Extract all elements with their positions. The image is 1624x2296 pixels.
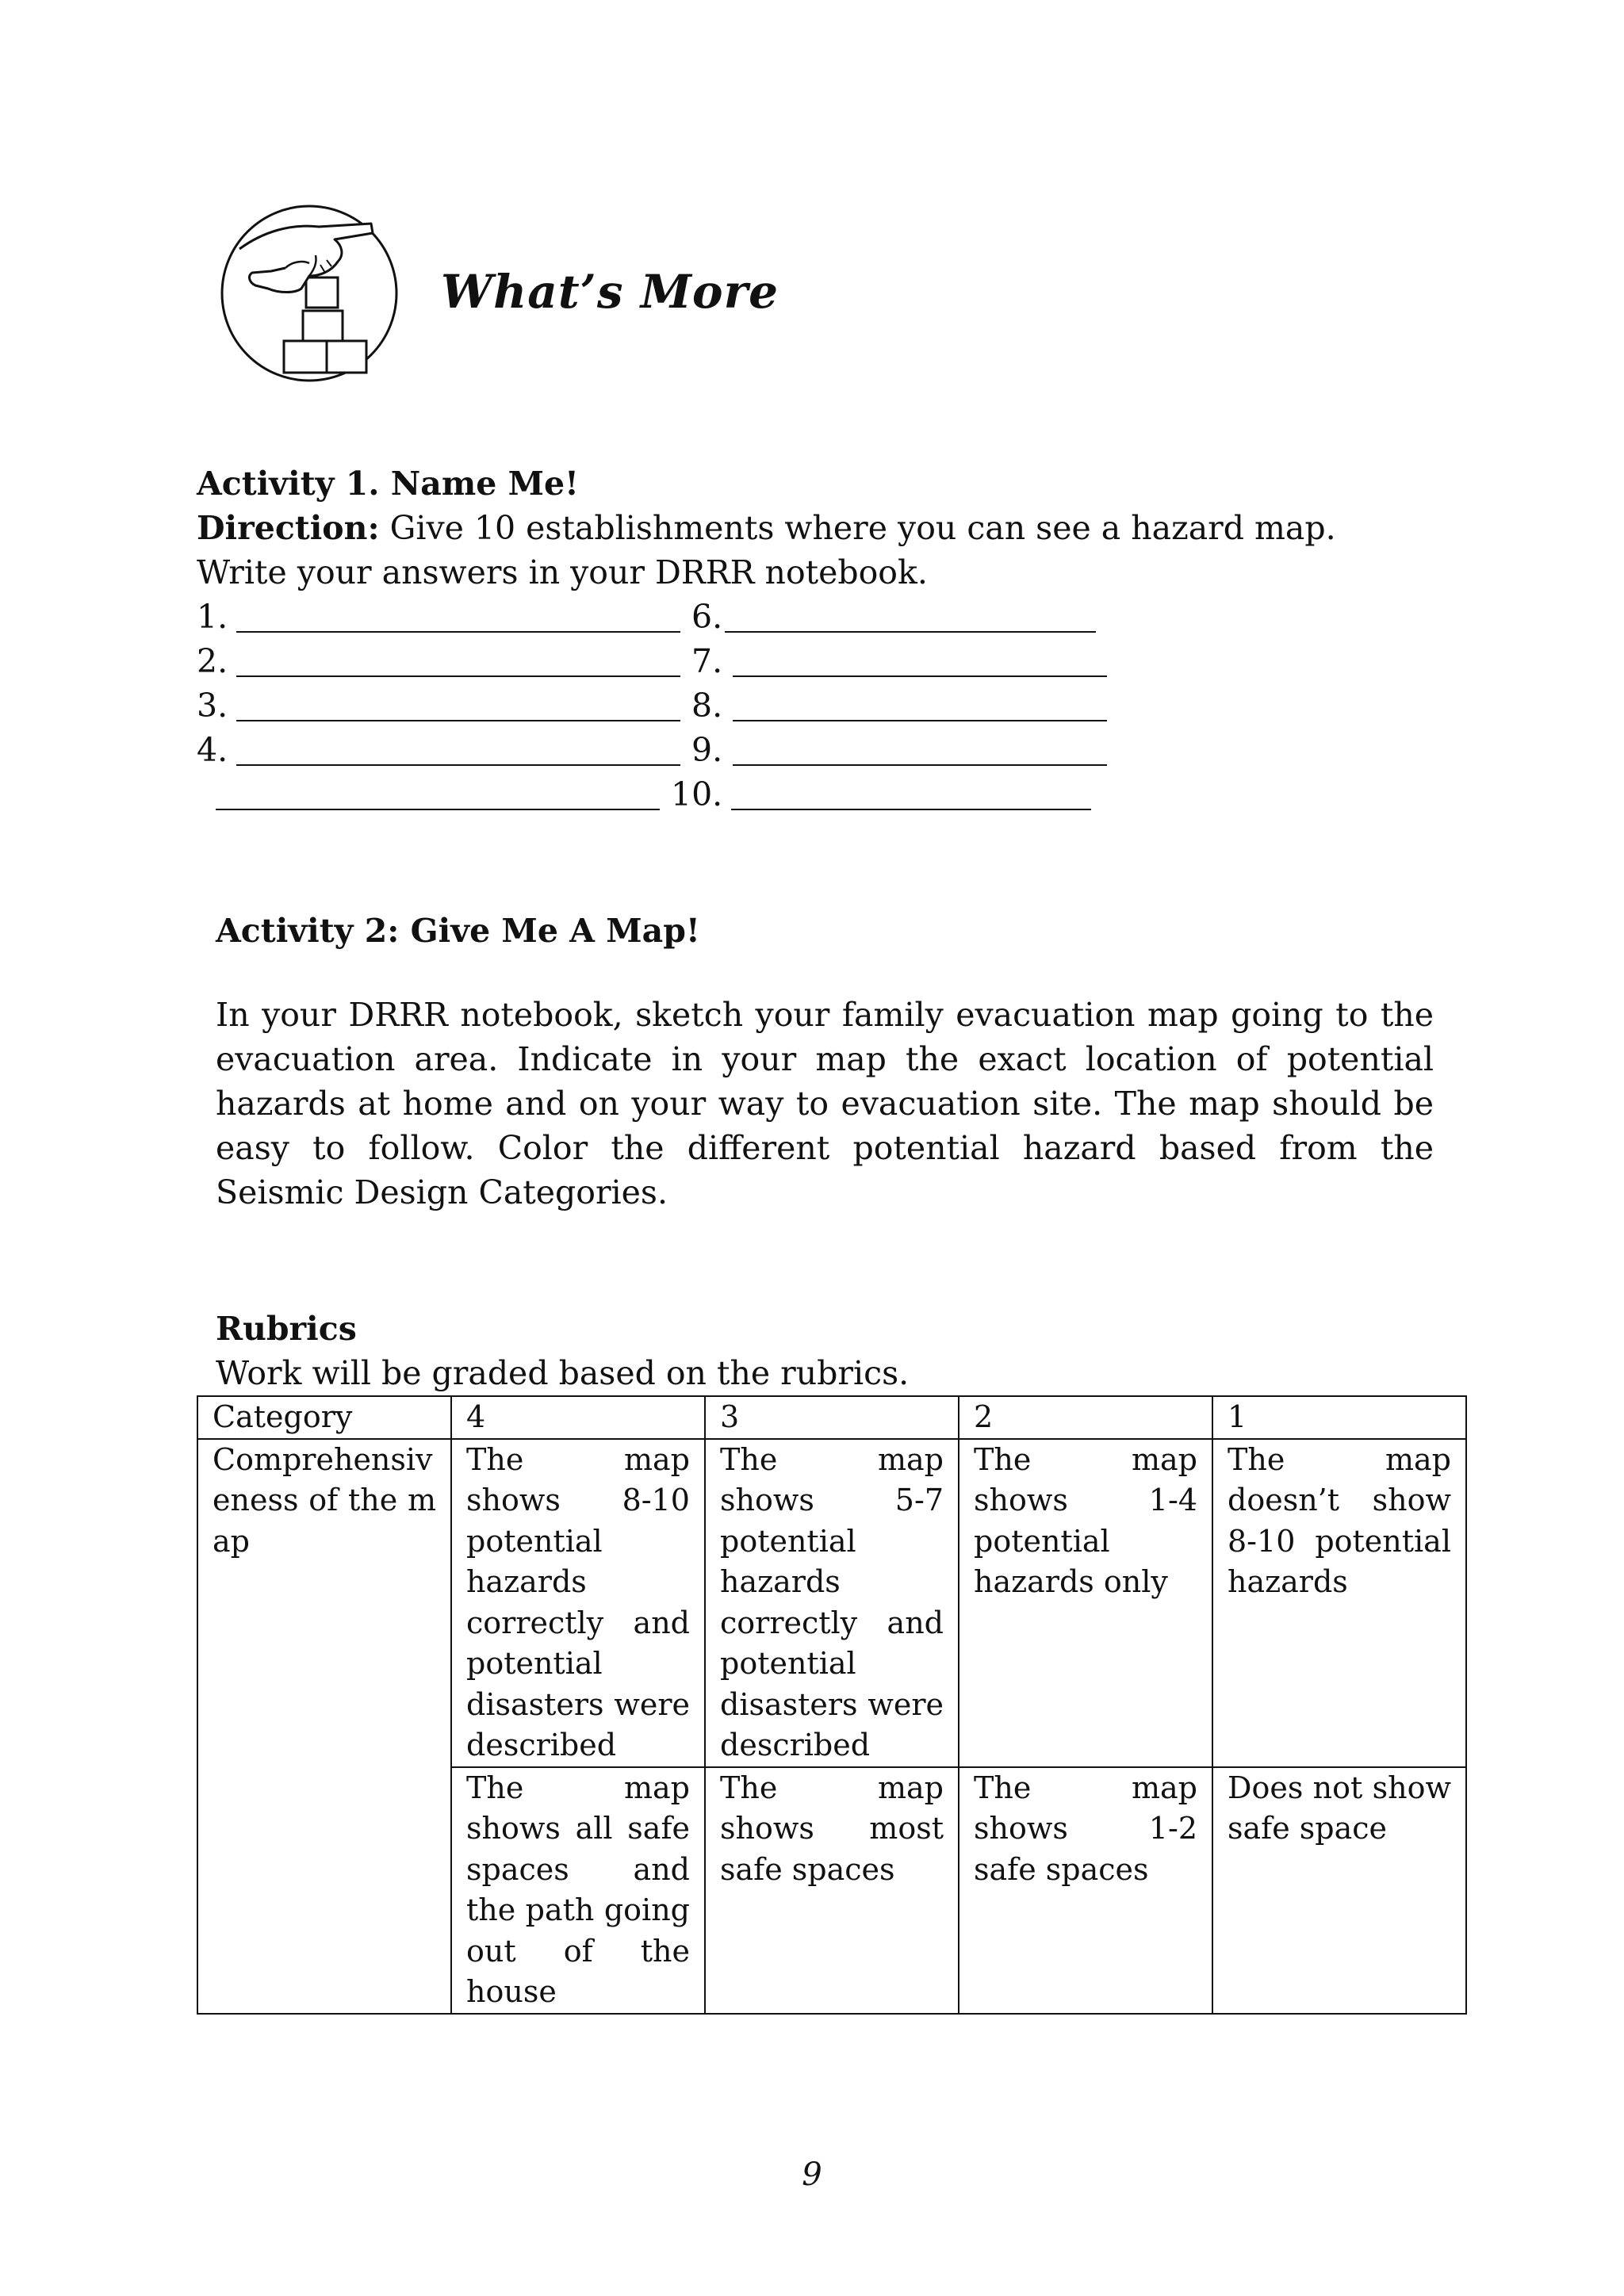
blank-line bbox=[731, 809, 1091, 810]
header-category: Category bbox=[197, 1396, 451, 1439]
blank-line bbox=[216, 809, 660, 810]
header-score-4: 4 bbox=[451, 1396, 705, 1439]
rubrics-table bbox=[197, 1395, 1467, 2015]
answer-line-8[interactable] bbox=[691, 683, 1112, 728]
answer-number: 8. bbox=[691, 687, 723, 725]
answer-line-4[interactable] bbox=[197, 728, 688, 772]
section-title: What’s More bbox=[441, 265, 779, 319]
answer-line-10[interactable] bbox=[671, 772, 1099, 817]
rubric-cell: The map shows 1-4 potential hazards only bbox=[959, 1439, 1212, 1767]
blank-line bbox=[236, 675, 680, 677]
blank-line bbox=[733, 720, 1107, 721]
answer-number: 10. bbox=[671, 775, 723, 813]
rubric-cell: The map shows all safe spaces and the path going out of the house bbox=[451, 1767, 705, 2014]
blank-line bbox=[725, 631, 1096, 633]
direction-text: Give 10 establishments where you can see a hazard map. Write your answers in your DRRR notebook. bbox=[197, 509, 1336, 591]
rubric-cell: The map doesn’t show 8-10 potential hazards bbox=[1212, 1439, 1466, 1767]
blank-line bbox=[236, 631, 680, 633]
answer-line-9[interactable] bbox=[691, 728, 1112, 772]
rubric-cell: The map shows 1-2 safe spaces bbox=[959, 1767, 1212, 2014]
table-header-row bbox=[197, 1396, 1466, 1439]
rubric-cell: The map shows 8-10 potential hazards correctly and potential disasters were described bbox=[451, 1439, 705, 1767]
answer-line-3[interactable] bbox=[197, 683, 688, 728]
page-number: 9 bbox=[802, 2156, 822, 2193]
rubric-cell: The map shows 5-7 potential hazards correctly and potential disasters were described bbox=[705, 1439, 959, 1767]
rubrics-heading: Rubrics bbox=[216, 1310, 357, 1348]
answer-line-1[interactable] bbox=[197, 595, 688, 639]
answer-line-2[interactable] bbox=[197, 639, 688, 683]
activity1-heading: Activity 1. Name Me! bbox=[197, 465, 580, 503]
answer-line-5[interactable] bbox=[197, 772, 688, 817]
blank-line bbox=[733, 764, 1107, 766]
direction-label: Direction: bbox=[197, 509, 380, 547]
answer-number: 7. bbox=[691, 642, 723, 680]
table-row bbox=[197, 1439, 1466, 1767]
header-score-2: 2 bbox=[959, 1396, 1212, 1439]
answer-number: 3. bbox=[197, 687, 228, 725]
answer-number: 6. bbox=[691, 598, 723, 636]
answer-line-6[interactable] bbox=[691, 595, 1104, 639]
category-cell: Comprehensiveness of the map bbox=[197, 1439, 451, 2014]
rubric-cell: Does not show safe space bbox=[1212, 1767, 1466, 2014]
hand-stacking-blocks-icon bbox=[216, 200, 403, 387]
answer-number: 9. bbox=[691, 731, 723, 769]
blank-line bbox=[236, 720, 680, 721]
activity2-heading: Activity 2: Give Me A Map! bbox=[216, 912, 700, 950]
header-score-3: 3 bbox=[705, 1396, 959, 1439]
rubrics-intro: Work will be graded based on the rubrics. bbox=[216, 1354, 910, 1392]
activity2-paragraph: In your DRRR notebook, sketch your family evacuation map going to the evacuation area. Indicate in your map the exact location of potential hazards at home and on your way to evacuation site. The map should be easy to follow. Color the different potential hazard based from the Seismic Design Categories. bbox=[216, 996, 1434, 1211]
header-score-1: 1 bbox=[1212, 1396, 1466, 1439]
rubric-cell: The map shows most safe spaces bbox=[705, 1767, 959, 2014]
activity1-direction bbox=[197, 506, 1434, 595]
blank-line bbox=[733, 675, 1107, 677]
blank-line bbox=[236, 764, 680, 766]
answer-number: 2. bbox=[197, 642, 228, 680]
answer-line-7[interactable] bbox=[691, 639, 1112, 683]
answer-number: 4. bbox=[197, 731, 228, 769]
answer-number: 1. bbox=[197, 598, 228, 636]
